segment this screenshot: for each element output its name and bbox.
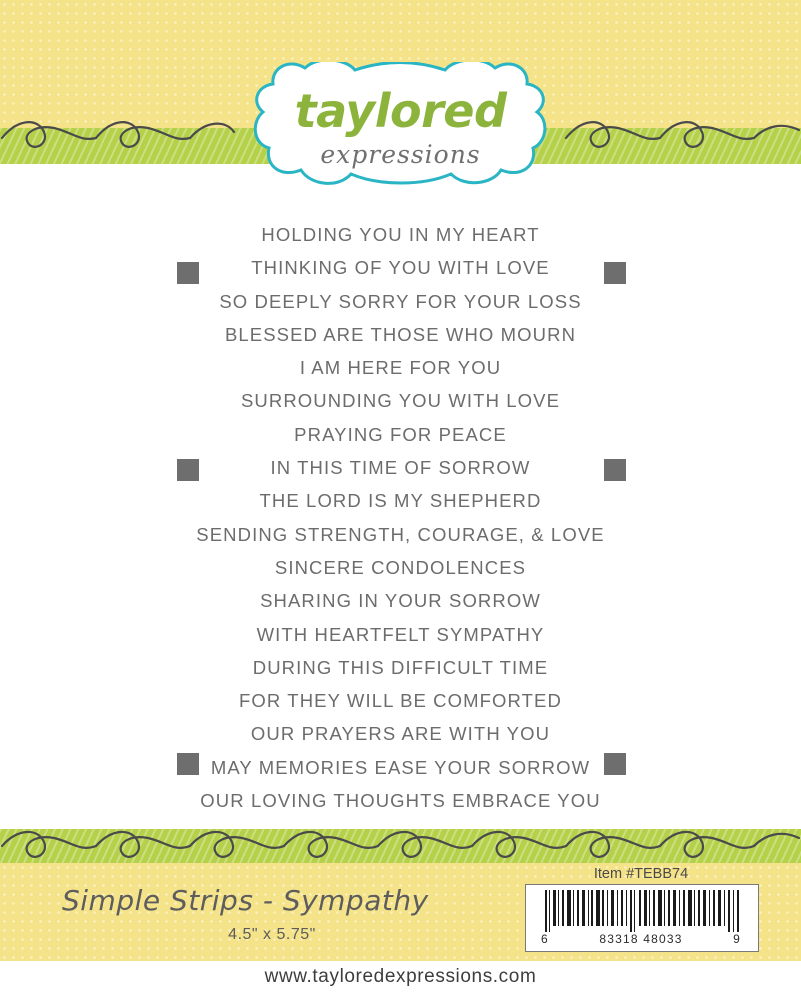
brand-tagline: expressions: [320, 140, 481, 169]
website-url: www.tayloredexpressions.com: [264, 966, 537, 987]
sentiment-strip-list: [0, 218, 801, 817]
sentiment-line: FOR THEY WILL BE COMFORTED: [239, 690, 562, 712]
sentiment-line: OUR LOVING THOUGHTS EMBRACE YOU: [200, 790, 601, 812]
sentiment-line: HOLDING YOU IN MY HEART: [261, 224, 540, 245]
sentiment-line: SURROUNDING YOU WITH LOVE: [240, 390, 561, 412]
sentiment-line: WITH HEARTFELT SYMPATHY: [256, 623, 545, 645]
barcode-digit-mid: 83318 48033: [599, 932, 683, 946]
sentiment-line: SHARING IN YOUR SORROW: [260, 590, 541, 612]
sentiment-line: SO DEEPLY SORRY FOR YOUR LOSS: [219, 290, 582, 312]
brand-logo: [247, 62, 554, 192]
sentiment-line: THINKING OF YOU WITH LOVE: [251, 257, 550, 279]
sentiment-line: IN THIS TIME OF SORROW: [270, 457, 531, 479]
sentiment-line: SENDING STRENGTH, COURAGE, & LOVE: [196, 523, 605, 545]
barcode-image: [545, 890, 741, 932]
product-size: 4.5" x 5.75": [228, 926, 316, 943]
sentiment-line: THE LORD IS MY SHEPHERD: [259, 490, 542, 512]
product-title: Simple Strips - Sympathy: [62, 884, 429, 917]
sentiment-line: MAY MEMORIES EASE YOUR SORROW: [210, 756, 591, 778]
brand-name: taylored: [294, 84, 507, 138]
bottom-swirl-decoration: [0, 822, 801, 866]
sentiment-line: PRAYING FOR PEACE: [294, 423, 507, 445]
barcode-digits: [525, 932, 757, 946]
item-number: Item #TEBB74: [593, 866, 689, 882]
sentiment-line: SINCERE CONDOLENCES: [274, 556, 527, 578]
sentiment-line: OUR PRAYERS ARE WITH YOU: [250, 723, 551, 745]
sentiment-line: BLESSED ARE THOSE WHO MOURN: [224, 323, 577, 345]
sentiment-line: DURING THIS DIFFICULT TIME: [252, 656, 549, 678]
barcode-digit-right: 9: [733, 932, 741, 946]
sentiment-line: I AM HERE FOR YOU: [299, 357, 502, 379]
logo-text-group: [247, 62, 554, 192]
barcode-digit-left: 6: [541, 932, 549, 946]
